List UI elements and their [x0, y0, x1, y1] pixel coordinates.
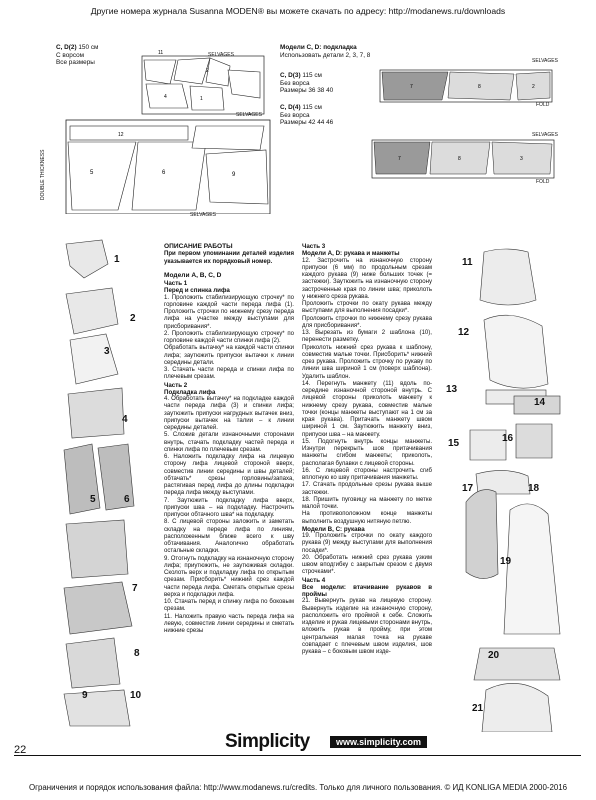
fig-num-20: 20 — [488, 650, 500, 661]
step-13b: Приколоть нижний срез рукава к шаблону, совместив малые точки. Присборить* нижний срез рукава. Проложить строчку по рукаву по линии шва шириной 1 см (поверх шаблона). Удалить шаблон. — [302, 344, 432, 380]
svg-text:6: 6 — [162, 170, 166, 176]
instructions-title: ОПИСАНИЕ РАБОТЫ — [164, 243, 233, 250]
step-2: 2. Проложить стабилизирующую строчку* по горловине каждой части спинки лифа (2). — [164, 330, 294, 344]
layout-lining-text — [280, 44, 420, 59]
step-19: 19. Проложить строчки по окату каждого рукава (9) между выступами для выполнения посадки*. — [302, 533, 432, 554]
step-15: 15. Подогнуть внутрь концы манжеты. Изнутри перекрыть шов притачивания манжеты сгибом манжеты; приколоть, располагая булавки с лицевой стороны. — [302, 438, 432, 467]
step-13: 13. Вырезать из бумаги 2 шаблона (10), перенести разметку. — [302, 330, 432, 344]
layout-cd2-width: 150 см — [78, 44, 99, 51]
step-12c: Проложить строчки по нижнему срезу рукава для присборивания*. — [302, 315, 432, 329]
layout-cd4-line1: Без ворса — [280, 111, 310, 119]
fig-num-5: 5 — [90, 494, 96, 505]
step-12: 12. Застрочить на изнаночную сторону припуски (6 мм) по продольным срезам каждого рукава (9) ниже больших точек (= застежки). Заутюжить на изнаночную сторону застроченные края по линии шва; приколоть у нижнего среза рукава. — [302, 257, 432, 300]
step-17: 17. Стачать продольные срезы рукава выше застежки. — [302, 482, 432, 496]
fig-num-21: 21 — [472, 703, 484, 714]
step-2b: Обработать вытачку* на каждой части спинки лифа; заутюжить припуски вытачки к линии середины детали. — [164, 345, 294, 366]
fig-num-8: 8 — [134, 648, 140, 659]
step-16: 16. С лицевой стороны настрочить сгиб вплотную ко шву притачивания манжеты. — [302, 467, 432, 481]
svg-text:8: 8 — [458, 156, 461, 162]
part1-subheading: Перед и спинка лифа — [164, 287, 230, 295]
fig-num-19: 19 — [500, 556, 512, 567]
instructions-column-1 — [164, 243, 294, 635]
layout-diagram-lining-1 — [378, 58, 554, 108]
layout-diagram-cd-main — [56, 112, 272, 214]
part3-subheading: Модели A, D: рукава и манжеты — [302, 250, 400, 258]
models-abcd-heading: Модели A, B, C, D — [164, 271, 222, 279]
step-18b: На противоположном конце манжеты выполнить воздушную нитяную петлю. — [302, 511, 432, 525]
layout-diagram-lining-2 — [370, 130, 556, 182]
step-1: 1. Проложить стабилизирующую строчку* по горловине каждой части переда лифа (1). Проложить строчки по нижнему срезу переда лифа на участке между выступами для присборивания*. — [164, 294, 294, 330]
fig-num-14: 14 — [534, 397, 546, 408]
svg-text:4: 4 — [164, 94, 167, 100]
simplicity-url[interactable]: www.simplicity.com — [330, 736, 427, 748]
layout-cd3-text — [280, 72, 360, 95]
fig-num-7: 7 — [132, 583, 138, 594]
layout-cd3-title: C, D(3) — [280, 72, 301, 79]
step-5: 5. Сложив детали изнаночными сторонами внутрь, стачать подкладку частей переда и спинки лифа по плечевым срезам. — [164, 432, 294, 453]
fig-num-16: 16 — [502, 433, 514, 444]
part4-subheading: Все модели: втачивание рукавов в проймы — [302, 583, 432, 598]
step-6: 6. Наложить подкладку лифа на лицевую сторону лифа лицевой стороной вверх, совместив линии середины и швы деталей; обтачать* срезы горловины/запаха, растягивая перед лифа до длины подкладки переда лифа между выступами. — [164, 454, 294, 497]
layout-cd2-line2: Все размеры — [56, 59, 95, 67]
fig-num-1: 1 — [114, 254, 120, 265]
svg-text:7: 7 — [410, 84, 413, 90]
part2-subheading: Подкладка лифа — [164, 388, 216, 396]
step-3: 3. Стачать части переда и спинки лифа по плечевым срезам. — [164, 367, 294, 381]
simplicity-logo: Simplicity — [225, 731, 310, 752]
step-18: 18. Пришить пуговицу на манжету по метке малой точки. — [302, 496, 432, 510]
part4-heading: Часть 4 — [302, 576, 326, 584]
layout-cd4-line2: Размеры 42 44 46 — [280, 119, 334, 127]
svg-text:1: 1 — [200, 96, 203, 102]
step-4: 4. Обработать вытачку* на подкладке каждой части переда лифа (3) и спинки лифа; заутюжить припуски нагрудных вытачек вниз, припуски вытачек на талии – к линии середины деталей. — [164, 396, 294, 431]
layout-cd3-width: 115 см — [302, 72, 322, 79]
illustration-column-left — [62, 238, 144, 728]
selvages-label-5: SELVAGES — [532, 132, 558, 138]
layout-cd2-title: C, D(2) — [56, 44, 77, 51]
layout-lining-sub: Использовать детали 2, 3, 7, 8 — [280, 51, 371, 59]
svg-text:7: 7 — [398, 156, 401, 162]
fig-num-3: 3 — [104, 346, 110, 357]
bottom-banner: Ограничения и порядок использования файла: http://www.modanews.ru/credits. Только для личного пользования. © ИД KONLIGA MEDIA 2000-2016 — [28, 783, 568, 792]
double-thickness-label: DOUBLE THICKNESS — [40, 149, 46, 200]
layout-lining-title: Модели C, D: подкладка — [280, 44, 357, 51]
part3-heading: Часть 3 — [302, 243, 326, 250]
selvages-label-2: SELVAGES — [236, 112, 262, 118]
layout-diagram-cd2 — [140, 46, 266, 118]
svg-text:12: 12 — [118, 132, 124, 138]
selvages-label-4: SELVAGES — [532, 58, 558, 64]
footer-rule — [14, 755, 581, 756]
step-14: 14. Перегнуть манжету (11) вдоль по-середине изнаночной стороной внутрь. С лицевой стороны приколоть манжету к нижнему срезу рукава, совместив малые точки (концы манжеты выступают на 1 см за края рукава). Притачать манжету швом шириной 1 см. Заутюжить манжету вниз, припуски шва – на манжету. — [302, 380, 432, 438]
step-8: 8. С лицевой стороны заложить и заметать складку на переде лифа по линиям, расположенным ближе всего к шву обтачивания. Аналогично обработать остальные складки. — [164, 519, 294, 555]
step-9: 9. Отогнуть подкладку на изнаночную сторону лифа; приутюжить, не заутюживая складки. Сколоть верх и подкладку лифа по открытым срезам. Присборить* нижний срез каждой части переда лифа. Сметать открытые срезы верха и подкладки лифа. — [164, 555, 294, 598]
part1-heading: Часть 1 — [164, 280, 188, 287]
svg-text:5: 5 — [90, 170, 94, 176]
fig-num-17: 17 — [462, 483, 474, 494]
layout-cd3-line2: Размеры 36 38 40 — [280, 87, 334, 95]
part2-heading: Часть 2 — [164, 381, 188, 389]
step-21: 21. Вывернуть рукав на лицевую сторону. Вывернуть изделие на изнаночную сторону, расположить его проймой к себе. Сложить изделие и рукав лицевыми сторонами внутрь, вложить рукав в пройму, при этом центральная малая точка на рукаве совпадает с плечевым швом изделия, шов рукава – с боковым швом изде- — [302, 598, 432, 655]
models-bc-heading: Модели B, C: рукава — [302, 525, 365, 533]
layout-cd4-width: 115 см — [302, 104, 322, 111]
step-12b: Проложить строчки по окату рукава между выступами для выполнения посадки*. — [302, 301, 432, 315]
fold-label-2: FOLD — [536, 179, 550, 185]
layout-cd2-text — [56, 44, 142, 67]
svg-text:2: 2 — [532, 84, 535, 90]
step-7: 7. Заутюжить подкладку лифа вверх, припуски шва – на подкладку. Настрочить припуски обтачного шва* на подкладку. — [164, 497, 294, 518]
fig-num-11: 11 — [462, 257, 473, 268]
selvages-label-1: SELVAGES — [208, 52, 234, 58]
fig-num-12: 12 — [458, 327, 470, 338]
fig-num-10: 10 — [130, 690, 142, 701]
top-banner: Другие номера журнала Susanna MODEN® вы можете скачать по адресу: http://modanews.ru/downloads — [90, 6, 506, 16]
layout-cd4-text — [280, 104, 360, 127]
fig-num-6: 6 — [124, 494, 130, 505]
svg-text:2: 2 — [206, 68, 209, 74]
instructions-lead: При первом упоминании деталей изделия указывается их порядковый номер. — [164, 251, 294, 265]
fig-num-13: 13 — [446, 384, 458, 395]
svg-text:8: 8 — [478, 84, 481, 90]
instructions-column-2 — [302, 243, 432, 656]
layout-cd2-line1: С ворсом — [56, 51, 85, 59]
fold-label-1: FOLD — [536, 102, 550, 108]
step-10: 10. Стачать перед и спинку лифа по боковым срезам. — [164, 599, 294, 613]
svg-text:3: 3 — [520, 156, 523, 162]
layout-cd4-title: C, D(4) — [280, 104, 301, 111]
fig-num-9: 9 — [82, 690, 88, 701]
layout-cd3-line1: Без ворса — [280, 79, 310, 87]
fig-num-18: 18 — [528, 483, 540, 494]
step-11: 11. Наложить правую часть переда лифа на левую, совместив линии середины и сметать нижние срезы — [164, 613, 294, 634]
selvages-label-3: SELVAGES — [190, 212, 216, 218]
svg-text:9: 9 — [232, 172, 236, 178]
fig-num-4: 4 — [122, 414, 128, 425]
fig-num-2: 2 — [130, 313, 136, 324]
fig-num-15: 15 — [448, 438, 460, 449]
lbl-11: 11 — [158, 50, 164, 56]
page-number: 22 — [14, 744, 27, 756]
step-20: 20. Обработать нижний срез рукава узким швом вподгибку с закрытым срезом с двумя строчками*. — [302, 554, 432, 576]
